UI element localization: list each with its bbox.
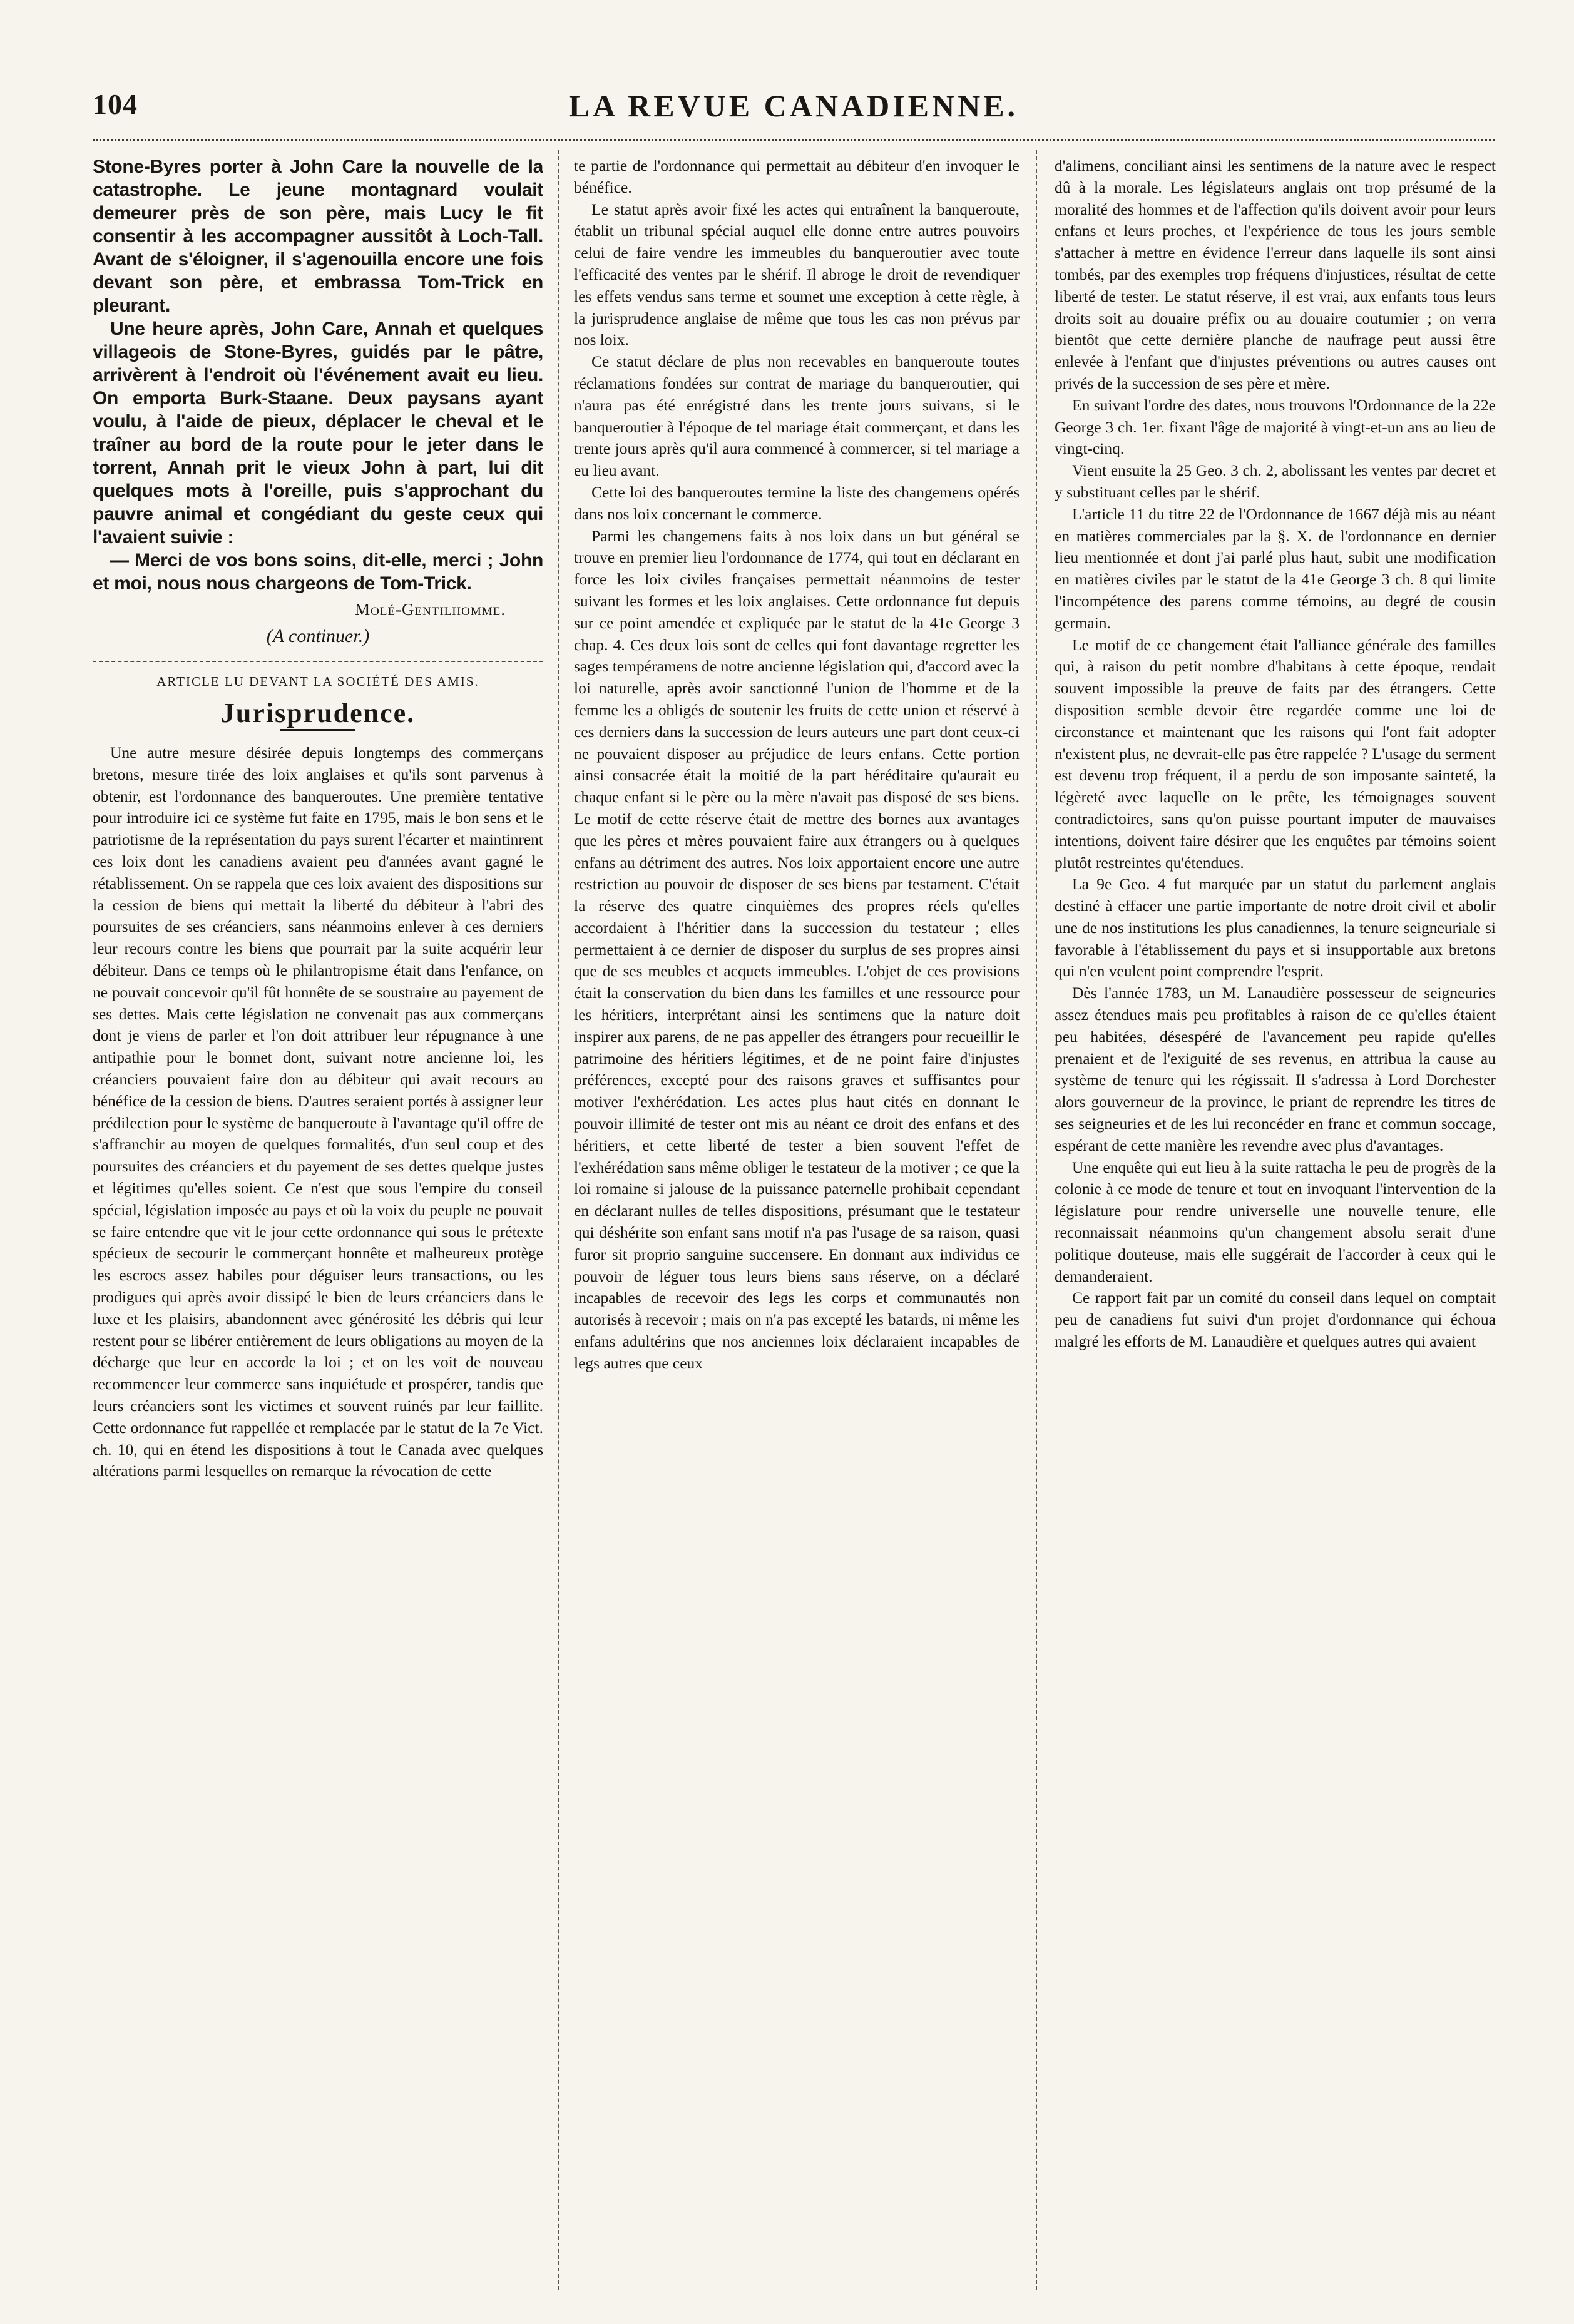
story-paragraph: Une heure après, John Care, Annah et quelques villageois de Stone-Byres, guidés par le pâtre, arrivèrent à l'endroit où l'événement avait eu lieu. On emporta Burk-Staane. Deux paysans ayant voulu, à l'aide de pieux, déplacer le cheval et le traîner au bord de la route pour le jeter dans le torrent, Annah prit le vieux John à part, lui dit quelques mots à l'oreille, puis s'approchant du pauvre animal et congédiant du geste ceux qui l'avaient suivie :: [93, 319, 543, 548]
article-paragraph: L'article 11 du titre 22 de l'Ordonnance de 1667 déjà mis au néant en matières commerciales par la §. X. de l'ordonnance en dernier lieu mentionnée et dont j'ai parlé plus haut, subit une modification en matières civiles par le statut de la 41e George 3 ch. 8 qui limite l'incompétence des parens comme témoins, au degré de cousin germain.: [1055, 504, 1496, 632]
author-signature: Molé-Gentilhomme.: [355, 600, 506, 619]
column-1: [93, 155, 543, 2283]
column-3: [1055, 155, 1496, 2283]
article-paragraph: Une autre mesure désirée depuis longtemps des commerçans bretons, mesure tirée des loix anglaises et qu'ils sont parvenus à obtenir, est l'ordonnance des banqueroutes. Une première tentative pour introduire ici ce système fut faite en 1795, mais le bon sens et le patriotisme de la représentation du pays surent l'écarter et maintinrent ces loix dont les canadiens avaient peu d'années avant gagné le rétablissement. On se rappela que ces loix avaient des dispositions sur la cession de biens qui mettait la liberté du débiteur à l'abri des poursuites de ses créanciers, sans néanmoins enlever à ces derniers leur recours contre les biens que pourrait par la suite acquérir leur débiteur. Dans ce temps où le philantropisme était dans l'enfance, on ne pouvait concevoir qu'il fût honnête de se soustraire au payement de ses dettes. Mais cette législation ne convenait pas aux commerçans dont je viens de parler et l'on doit attribuer leur répugnance à une antipathie pour le bonnet dont, suivant notre ancienne loi, les créanciers pouvaient faire don au débiteur qui avait recours au bénéfice de la cession de biens. D'autres seraient portés à assigner leur prédilection pour le système de banqueroute à l'avantage qu'il offre de s'affranchir au moyen de quelques formalités, d'un seul coup et des poursuites des créanciers et du payement de ses dettes quelque justes et légitimes qu'elles soient. Ce n'est que sous l'empire du conseil spécial, législation imposée au pays et où la voix du peuple ne pouvait se faire entendre que vit le jour cette ordonnance qui sous le prétexte spécieux de secourir le commerçant honnête et malheureux protège les escrocs assez habiles pour déguiser leurs transactions, ou les prodigues qui après avoir dissipé le bien de leurs créanciers dans le luxe et les plaisirs, abandonnent avec générosité les débris qui leur restent pour se libérer entièrement de leurs obligations au moyen de la décharge que leur en accorde la loi ; et on les voit de nouveau recommencer leur commerce sans inquiétude et prospérer, tandis que leurs créanciers sont les victimes et souvent ruinés par leur faillite. Cette ordonnance fut rappellée et remplacée par le statut de la 7e Vict. ch. 10, qui en étend les dispositions à tout le Canada avec quelques altérations parmi lesquelles on remarque la révocation de cette: [93, 743, 543, 1481]
title-rule: [280, 729, 355, 731]
section-title: Jurisprudence.: [220, 697, 416, 728]
article-paragraph: Ce rapport fait par un comité du conseil dans lequel on comptait peu de canadiens fut suivi d'un projet d'ordonnance qui échoua malgré les efforts de M. Lanaudière et quelques autres qui avaient: [1055, 1288, 1496, 1351]
continuation-note: (A continuer.): [266, 625, 370, 646]
article-paragraph: Une enquête qui eut lieu à la suite rattacha le peu de progrès de la colonie à ce mode de tenure et tout en invoquant l'intervention de la législature pour rendre universelle une nouvelle tenure, elle reconnaissait néanmoins qu'un changement absolu serait d'une politique douteuse, mais elle suggérait de l'accorder à ceux qui le demanderaient.: [1055, 1158, 1496, 1285]
article-label: ARTICLE LU DEVANT LA SOCIÉTÉ DES AMIS.: [156, 674, 479, 689]
article-paragraph: Cette loi des banqueroutes termine la liste des changemens opérés dans nos loix concernant le commerce.: [574, 482, 1020, 523]
article-paragraph: Le motif de ce changement était l'alliance générale des familles qui, à raison du petit nombre d'habitans à cette époque, rendait souvent impossible la preuve de faits par des étrangers. Cette disposition semble devoir être regardée comme une loi de circonstance et maintenant que les raisons qui l'ont fait adopter n'existent plus, ne devrait-elle pas être rappelée ? L'usage du serment est devenu trop fréquent, il a perdu de son imposante sainteté, la légèreté avec laquelle on le prête, les témoignages souvent contradictoires, sans qu'on puisse pourtant imputer de mauvaises intentions, doivent faire désirer que les enquêtes par témoins soient plutôt restreintes qu'étendues.: [1055, 635, 1496, 872]
story-paragraph: — Merci de vos bons soins, dit-elle, merci ; John et moi, nous nous chargeons de Tom-Trick.: [93, 550, 543, 594]
article-paragraph: Parmi les changemens faits à nos loix dans un but général se trouve en premier lieu l'ordonnance de 1774, qui tout en déclarant en force les loix civiles françaises permettait néanmoins de tester suivant les formes et les loix anglaises. Cette ordonnance fut depuis sur ce point amendée et expliquée par le statut de la 41e George 3 chap. 4. Ces deux lois sont de celles qui font davantage regretter les sages tempéramens de notre ancienne législation qui, d'accord avec la loi naturelle, après avoir sanctionné l'union de l'homme et de la femme les a obligés de soutenir les fruits de cette union et réservé à ces derniers dans la succession de leurs auteurs une part dont ceux-ci ne pouvaient disposer au préjudice de leurs enfans. Cette portion ainsi consacrée était la moitié de la part héréditaire qu'aurait eu chaque enfant si le père ou la mère n'avait pas disposé de ses biens. Le motif de cette réserve était de mettre des bornes aux avantages que les pères et mères pouvaient faire aux étrangers ou à quelques enfans au détriment des autres. Nos loix apportaient encore une autre restriction au pouvoir de disposer de ses biens par testament. C'était la réserve des quatre cinquièmes des propres réels qu'elles accordaient à l'héritier dans la succession du testateur ; elles permettaient à ce dernier de disposer du surplus de ses propres ainsi que de ses meubles et acquets immeubles. L'objet de ces provisions était la conservation du bien dans les familles et une ressource pour les héritiers, interprétant ainsi les sentimens que la nature doit inspirer aux parens, de ne pas appeller des étrangers pour recueillir le patrimoine des héritiers légitimes, et de ne point faire d'injustes préférences, excepté pour des raisons graves et suffisantes pour motiver l'exhérédation. Les actes plus haut cités en donnant le pouvoir illimité de tester ont mis au néant ce droit des enfans et des héritiers, et cette liberté de tester a bien souvent l'effet de l'exhérédation sans même obliger le testateur de la motiver ; ce que la loi romaine si jalouse de la puissance paternelle prohibait cependant en déclarant nulles de telles dispositions, présumant que le testateur qui déshérite son enfant sans motif n'a pas l'usage de sa raison, quasi furor sit proprio sanguine succensere. En donnant aux individus ce pouvoir de léguer tous leurs biens sans réserve, on a déclaré incapables de recevoir des legs les corps et communautés non autorisés à recevoir ; mais on n'a pas excepté les batards, ni même les enfans adultérins que nos anciennes loix déclaraient incapables de legs autres que ceux: [574, 526, 1020, 1372]
journal-title: LA REVUE CANADIENNE.: [568, 88, 1019, 123]
article-paragraph: te partie de l'ordonnance qui permettait au débiteur d'en invoquer le bénéfice.: [574, 156, 1020, 196]
article-paragraph: Ce statut déclare de plus non recevables en banqueroute toutes réclamations fondées sur contrat de mariage du banqueroutier, qui n'aura pas été enrégistré dans les trente jours suivans, si le banqueroutier à l'époque de tel mariage était commerçant, et dans les trente jours après qu'il aura commencé à commercer, si tel mariage a eu lieu avant.: [574, 352, 1020, 480]
article-paragraph: d'alimens, conciliant ainsi les sentimens de la nature avec le respect dû à la morale. Les législateurs anglais ont trop présumé de la moralité des hommes et de l'affection qu'ils doivent avoir pour leurs enfans et leurs proches, et l'expérience de tous les jours semble s'attacher à mettre en évidence l'erreur dans laquelle ils sont ainsi tombés, par des exemples trop fréquens d'injustices, résultat de cette liberté de tester. Le statut réserve, il est vrai, aux enfants tous leurs droits soit au douaire préfix ou au douaire coutumier ; on verra bientôt que cette dernière planche de naufrage peut aussi être enlevée à l'enfant que d'injustes préventions ou autres causes ont privés de la succession de ses père et mère.: [1055, 156, 1496, 392]
article-body-col1: [93, 742, 543, 1482]
column-2: [574, 155, 1020, 2283]
article-paragraph: La 9e Geo. 4 fut marquée par un statut du parlement anglais destiné à effacer une partie importante de notre droit civil et abolir une de nos institutions les plus canadiennes, la tenure seigneuriale si favorable à l'établissement du pays et si insupportable aux bretons qui n'en veulent point comprendre l'esprit.: [1055, 875, 1496, 981]
article-paragraph: En suivant l'ordre des dates, nous trouvons l'Ordonnance de la 22e George 3 ch. 1er. fixant l'âge de majorité à vingt-et-un ans au lieu de vingt-cinq.: [1055, 395, 1496, 458]
header-rule: [93, 139, 1495, 141]
column-divider: [1036, 150, 1037, 2290]
story-conclusion: [93, 155, 543, 595]
article-paragraph: Le statut après avoir fixé les actes qui entraînent la banqueroute, établit un tribunal spécial auquel elle donne entre autres pouvoirs celui de faire vendre les immeubles du banqueroutier avec toute l'efficacité des ventes par le shérif. Il abroge le droit de revendiquer les effets vendus sans terme et soumet une exception à cette règle, à la jurisprudence anglaise de même que tous les cas non prévus par nos loix.: [574, 200, 1020, 349]
section-divider: [93, 661, 543, 662]
page-header: [93, 88, 1495, 131]
column-divider: [558, 150, 559, 2290]
story-paragraph: Stone-Byres porter à John Care la nouvelle de la catastrophe. Le jeune montagnard voulait demeurer près de son père, mais Lucy le fit consentir à les accompagner aussitôt à Loch-Tall. Avant de s'éloigner, il s'agenouilla encore une fois devant son père, et embrassa Tom-Trick en pleurant.: [93, 156, 543, 316]
article-paragraph: Dès l'année 1783, un M. Lanaudière possesseur de seigneuries assez étendues mais peu profitables à raison de ce qu'elles étaient peu habitées, désespéré de l'avancement peu rapide qu'elles prenaient et de l'exiguité de ses revenus, en attribua la cause au système de tenure qui les régissait. Il s'adressa à Lord Dorchester alors gouverneur de la province, le priant de reprendre les titres de ses seigneuries et de les lui reconcéder en franc et commun soccage, espérant de cette manière les revendre avec plus d'avantages.: [1055, 984, 1496, 1154]
page-number: 104: [93, 88, 138, 120]
article-paragraph: Vient ensuite la 25 Geo. 3 ch. 2, abolissant les ventes par decret et y substituant celles par le shérif.: [1055, 461, 1496, 501]
